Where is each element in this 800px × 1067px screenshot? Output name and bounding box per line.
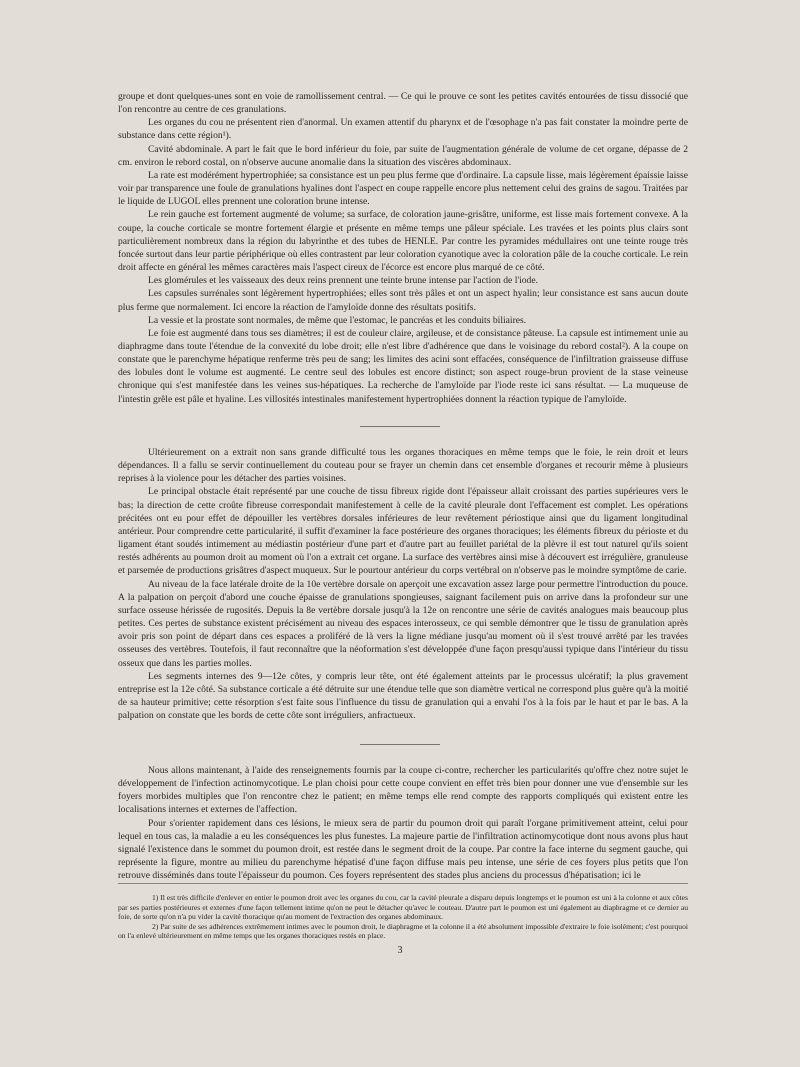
footnote: 1) Il est très difficile d'enlever en entier le poumon droit avec les organes du cou, car la cavité pleurale a disparu depuis longtemps et le poumon est uni à la colonne et aux côtes par ses parties postérieures et externes d'une façon tellement intime qu'on ne peut le détacher qu'avec le couteau. D'autre part le poumon est uni également au diaphragme et ce dernier au foie, de sorte qu'on n'a pu vider la cavité thoracique qu'au moment de l'extraction des organes abdominaux. [118,893,688,922]
page-number: 3 [397,945,403,956]
footnote-rule [118,883,688,884]
paragraph: Les glomérules et les vaisseaux des deux reins prennent une teinte brune intense par l'action de l'iode. [148,275,539,287]
autopsy-findings-section [118,90,688,406]
section-divider [360,426,440,427]
paragraph: Cavité abdominale. A part le fait que le bord inférieur du foie, par suite de l'augmentation générale de volume de cet organe, dépasse de 2 cm. environ le rebord costal, on n'observe aucune anomalie dans la situation des viscères abdominaux. [118,143,688,168]
paragraph: La rate est modérément hypertrophiée; sa consistance est un peu plus ferme que d'ordinaire. La capsule lisse, mais légèrement épaissie laisse voir par transparence une foule de granulations hyalines dont l'aspect en coupe rappelle encore plus nettement celui des grains de sagou. Traitées par le liquide de LUGOL elles prennent une coloration brune intense. [118,169,688,208]
paragraph: Pour s'orienter rapidement dans ces lésions, le mieux sera de partir du poumon droit qui paraît l'organe primitivement atteint, celui pour lequel en tous cas, la maladie a eu les conséquences les plus funestes. La majeure partie de l'infiltration actinomycotique dont nous avons plus haut signalé l'existence dans le sommet du poumon droit, est restée dans le segment droit de la coupe. Par contre la face interne du segment gauche, qui représente la figure, montre au milieu du parenchyme hépatisé d'une façon diffuse mais peu intense, une série de ces foyers plus petits que l'on retrouve disséminés dans toute l'épaisseur du poumon. Ces foyers représentent des stades plus anciens du processus d'hépatisation; ici le [118,817,688,882]
section-divider [360,744,440,745]
paragraph: Les organes du cou ne présentent rien d'anormal. Un examen attentif du pharynx et de l'œsophage n'a pas fait constater la moindre perte de substance dans cette région¹). [118,117,688,142]
section-analysis-section [118,764,688,882]
thoracic-organs-section [118,446,688,722]
paragraph: Ultérieurement on a extrait non sans grande difficulté tous les organes thoraciques en même temps que le foie, le rein droit et leurs dépendances. Il a fallu se servir continuellement du couteau pour se frayer un chemin dans cet ensemble d'organes et recourir même à plusieurs reprises à la violence pour les détacher des parties voisines. [118,447,688,485]
paragraph: groupe et dont quelques-unes sont en voie de ramollissement central. — Ce qui le prouve ce sont les petites cavités entourées de tissu dissocié que l'on rencontre au centre de ces granulations. [118,91,688,116]
paragraph: Au niveau de la face latérale droite de la 10e vertèbre dorsale on aperçoit une excavation assez large pour permettre l'introduction du pouce. A la palpation on perçoit d'abord une couche épaisse de granulations spongieuses, saignant facilement puis on arrive dans la profondeur sur une surface osseuse hérissée de rugosités. Depuis la 8e vertèbre dorsale jusqu'à la 12e on rencontre une série de cavités analogues mais beaucoup plus petites. Ces pertes de substance existent précisément au niveau des espaces interosseux, ce qui semble démontrer que le tissu de granulation après avoir pris son point de départ dans ces espaces a proliféré de là vers la ligne médiane jusqu'au moment où il s'est trouvé arrêté par les travées osseuses des vertèbres. Toutefois, il faut reconnaître que la néoformation s'est développée d'une façon presqu'aussi typique dans l'intérieur du tissu osseux que dans les parties molles. [118,578,688,669]
footnotes [118,893,688,941]
paragraph: Les capsules surrénales sont légèrement hypertrophiées; elles sont très pâles et ont un aspect hyalin; leur consistance est sans aucun doute plus ferme que normalement. Ici encore la réaction de l'amyloïde donne des résultats positifs. [118,288,688,313]
footnote: 2) Par suite de ses adhérences extrêmement intimes avec le poumon droit, le diaphragme et la colonne il a été absolument impossible d'extraire le foie isolément; c'est pourquoi on l'a enlevé ultérieurement en même temps que les organes thoraciques restés en place. [118,921,688,941]
paragraph: Le foie est augmenté dans tous ses diamètres; il est de couleur claire, argileuse, et de consistance pâteuse. La capsule est intimement unie au diaphragme dans toute l'étendue de la convexité du lobe droit; elle n'est libre d'adhérence que dans le voisinage du rebord costal²). A la coupe on constate que le parenchyme hépatique renferme très peu de sang; les limites des acini sont effacées, conséquence de l'infiltration graisseuse diffuse des lobules dont le volume est augmenté. Le centre seul des lobules est encore distinct; son aspect rouge-brun provient de la stase veineuse chronique qui s'est manifestée dans les veines sus-hépatiques. La recherche de l'amyloïde par l'iode reste ici sans résultat. — La muqueuse de l'intestin grêle est pâle et hyaline. Les villosités intestinales manifestement hypertrophiées donnent la réaction typique de l'amyloïde. [118,327,688,405]
paragraph: Le principal obstacle était représenté par une couche de tissu fibreux rigide dont l'épaisseur allait croissant des parties supérieures vers le bas; la direction de cette croûte fibreuse correspondait manifestement à celle de la cavité pleurale dont l'effacement est complet. Les opérations précitées ont eu pour effet de dépouiller les vertèbres dorsales inférieures de leur revêtement périostique ainsi que du ligament longitudinal antérieur. Pour comprendre cette particularité, il suffit d'examiner la face postérieure des organes thoraciques; les éléments fibreux du périoste et du ligament étant soudés intimement au médiastin postérieur d'une part et d'autre part au feuillet pariétal de la plèvre il est tout naturel qu'ils soient restés adhérents au poumon droit au moment où l'on a extrait cet organe. La surface des vertèbres ainsi mise à découvert est irrégulière, granuleuse et parsemée de productions grisâtres d'aspect muqueux. Sur le pourtour antérieur du corps vertébral on n'observe pas le moindre symptôme de carie. [118,486,688,577]
paragraph: Nous allons maintenant, à l'aide des renseignements fournis par la coupe ci-contre, rechercher les particularités qu'offre chez notre sujet le développement de l'infection actinomycotique. Le plan choisi pour cette coupe convient en effet très bien pour donner une vue d'ensemble sur les foyers morbides multiples que l'on rencontre chez le patient; en même temps elle rend compte des rapports compliqués qui existent entre les localisations internes et externes de l'affection. [118,765,688,816]
paragraph: Les segments internes des 9—12e côtes, y compris leur tête, ont été également atteints par le processus ulcératif; la plus gravement entreprise est la 12e côté. Sa substance corticale a été détruite sur une étendue telle que son diamètre vertical ne correspond plus guère qu'à la moitié de sa hauteur primitive; cette résorption s'est faite sous l'influence du tissu de granulation qui a envahi l'os à la fois par le haut et par le bas. A la palpation on constate que les bords de cette côte sont irréguliers, anfractueux. [118,670,688,722]
paragraph: La vessie et la prostate sont normales, de même que l'estomac, le pancréas et les conduits biliaires. [148,314,527,326]
paragraph: Le rein gauche est fortement augmenté de volume; sa surface, de coloration jaune-grisâtre, uniforme, est lisse mais fortement convexe. A la coupe, la couche corticale se montre fortement élargie et présente en même temps une pâleur spéciale. Les travées et les points plus clairs sont particulièrement nombreux dans la région du labyrinthe et des tubes de HENLE. Par contre les pyramides médullaires ont une teinte rouge très foncée surtout dans leur partie périphérique où elles contrastent par leur coloration cyanotique avec la coloration pâle de la couche corticale. Le rein droit affecte en général les mêmes caractères mais l'aspect cireux de l'écorce est encore plus marqué de ce côté. [118,209,688,274]
